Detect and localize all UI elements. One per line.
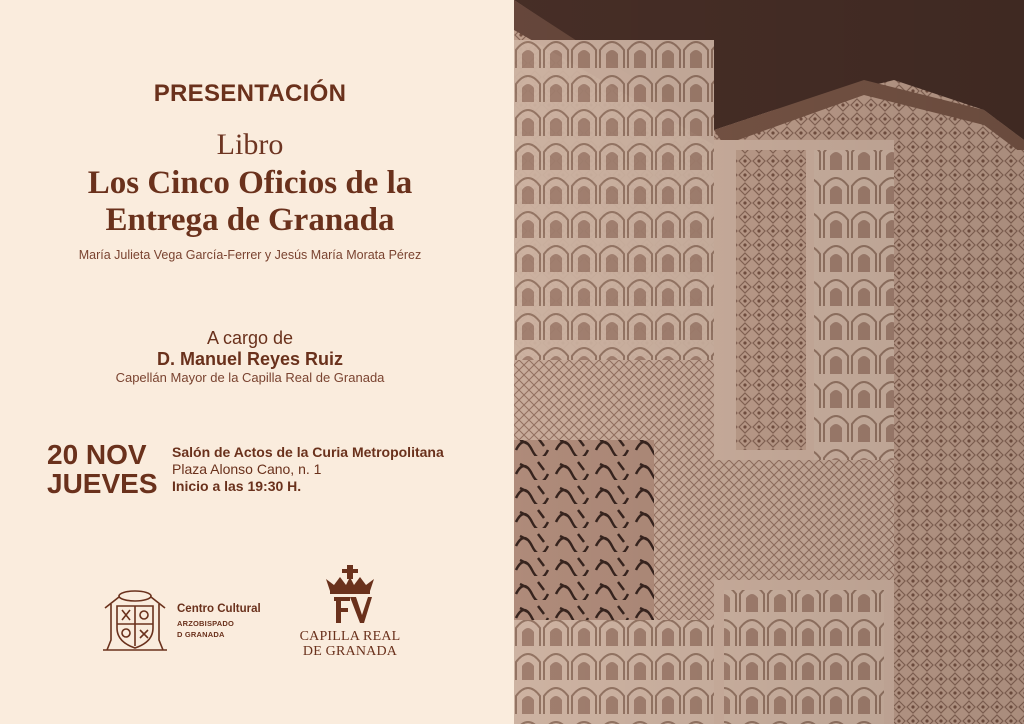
centro-cultural-name: Centro Cultural — [177, 603, 261, 615]
capilla-real-line2: DE GRANADA — [302, 644, 398, 659]
centro-cultural-logo — [97, 588, 297, 658]
book-title — [0, 165, 500, 239]
moorish-architecture-image — [514, 0, 1024, 724]
heading: PRESENTACIÓN — [153, 80, 347, 107]
event-date-day: 20 NOV — [47, 439, 147, 470]
presenter-role: Capellán Mayor de la Capilla Real de Granada — [115, 370, 385, 385]
archbishop-coat-of-arms-icon — [97, 588, 173, 654]
book-title-line1: Los Cinco Oficios de la — [87, 165, 413, 201]
event-weekday: JUEVES — [47, 468, 158, 499]
book-label: Libro — [216, 128, 284, 161]
event-date — [47, 440, 167, 498]
book-title-line2: Entrega de Granada — [105, 202, 395, 238]
event-time: Inicio a las 19:30 H. — [172, 478, 302, 494]
centro-cultural-sub2: D GRANADA — [177, 630, 225, 639]
alhambra-stucco-photo — [514, 0, 1024, 724]
centro-cultural-sub1: ARZOBISPADO — [177, 619, 235, 628]
capilla-real-logo — [290, 565, 410, 675]
event-venue-block — [172, 444, 492, 495]
capilla-real-line1: CAPILLA REAL — [299, 629, 401, 644]
royal-crown-monogram-icon — [320, 565, 380, 623]
authors: María Julieta Vega García-Ferrer y Jesús María Morata Pérez — [78, 248, 422, 262]
presenter-name: D. Manuel Reyes Ruiz — [156, 349, 344, 369]
presenter-block — [0, 328, 500, 386]
event-venue: Salón de Actos de la Curia Metropolitana — [172, 444, 444, 460]
presenter-label: A cargo de — [206, 328, 294, 348]
event-address: Plaza Alonso Cano, n. 1 — [172, 461, 322, 477]
